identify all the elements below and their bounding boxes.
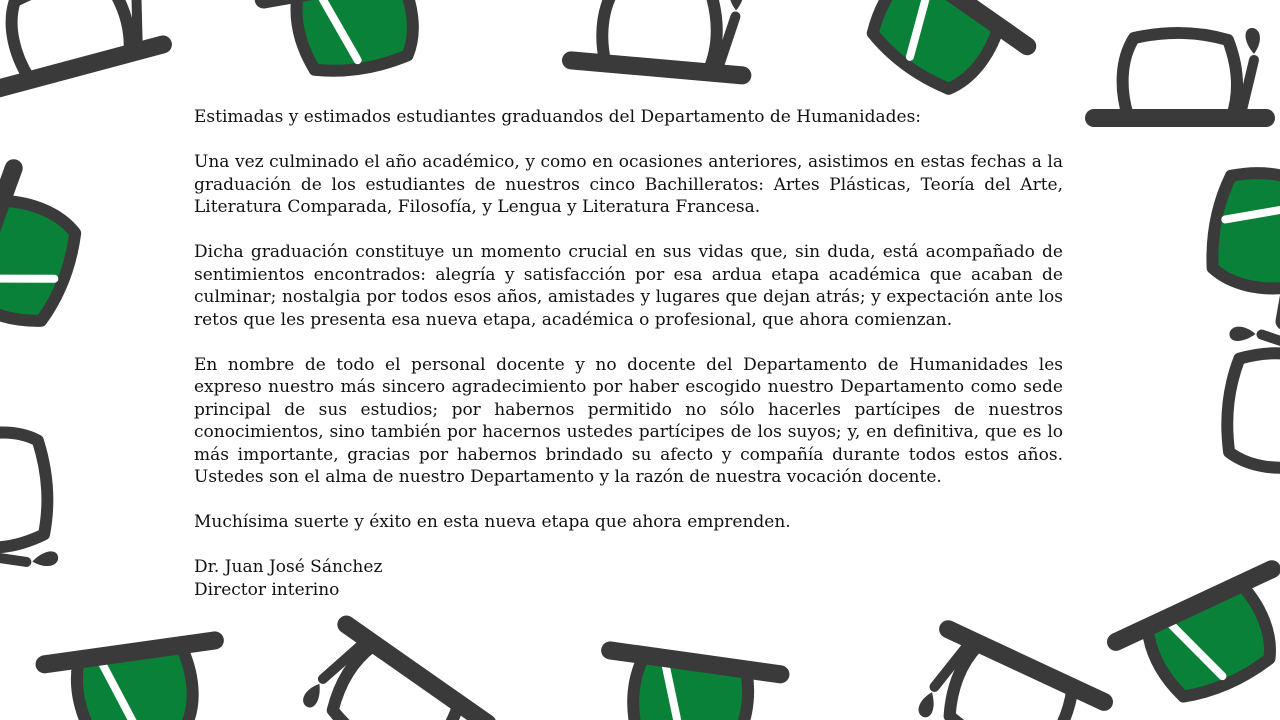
letter-paragraph: Dicha graduación constituye un momento crucial en sus vidas que, sin duda, está acompañado de sentimientos encontrados: alegría y satisfacción por esa ardua etapa académica que acaban de culminar; nostalgia por todos esos años, amistades y lugares que dejan atrás; y expectación ante los retos que les presenta esa nueva etapa, académica o profesional, que ahora comienzan. — [194, 242, 1063, 330]
letter-signature — [194, 556, 1063, 601]
graduation-cap-icon — [0, 0, 163, 89]
signature-title: Director interino — [194, 579, 340, 600]
letter-paragraph: Una vez culminado el año académico, y como en ocasiones anteriores, asistimos en estas fechas a la graduación de los estudiantes de nuestros cinco Bachilleratos: Artes Plásticas, Teoría del Arte, Literatura Comparada, Filosofía, y Lengua y Literatura Francesa. — [194, 152, 1063, 217]
graduation-cap-icon — [0, 168, 94, 359]
letter-paragraph: En nombre de todo el personal docente y no docente del Departamento de Humanidades les expreso nuestro más sincero agradecimiento por haber escogido nuestro Departamento como sede principal de sus estudios; por habernos permitido no sólo hacerles partícipes de nuestros conocimientos, sino también por hacernos ustedes partícipes de los suyos; y, en definitiva, que es lo más importante, gracias por habernos brindado su afecto y compañía durante todos estos años. Ustedes son el alma de nuestro Departamento y la razón de nuestra vocación docente. — [194, 354, 1063, 487]
graduation-cap-icon — [1201, 137, 1280, 321]
letter-closing: Muchísima suerte y éxito en esta nueva etapa que ahora emprenden. — [194, 512, 791, 532]
graduation-cap-icon — [1116, 569, 1280, 719]
graduation-cap-icon — [295, 625, 488, 720]
graduation-cap-icon — [910, 629, 1104, 720]
graduation-cap-icon — [1094, 28, 1266, 118]
graduation-cap-icon — [45, 640, 227, 720]
signature-name: Dr. Juan José Sánchez — [194, 557, 383, 577]
graduation-cap-icon — [0, 400, 59, 579]
graduation-cap-icon — [571, 0, 750, 75]
letter-body — [194, 106, 1063, 601]
graduation-cap-icon — [838, 0, 1028, 116]
graduation-cap-icon — [598, 650, 780, 720]
letter-greeting: Estimadas y estimados estudiantes graduandos del Departamento de Humanidades: — [194, 107, 922, 127]
graduation-cap-icon — [264, 0, 448, 83]
graduation-cap-icon — [1216, 320, 1280, 499]
